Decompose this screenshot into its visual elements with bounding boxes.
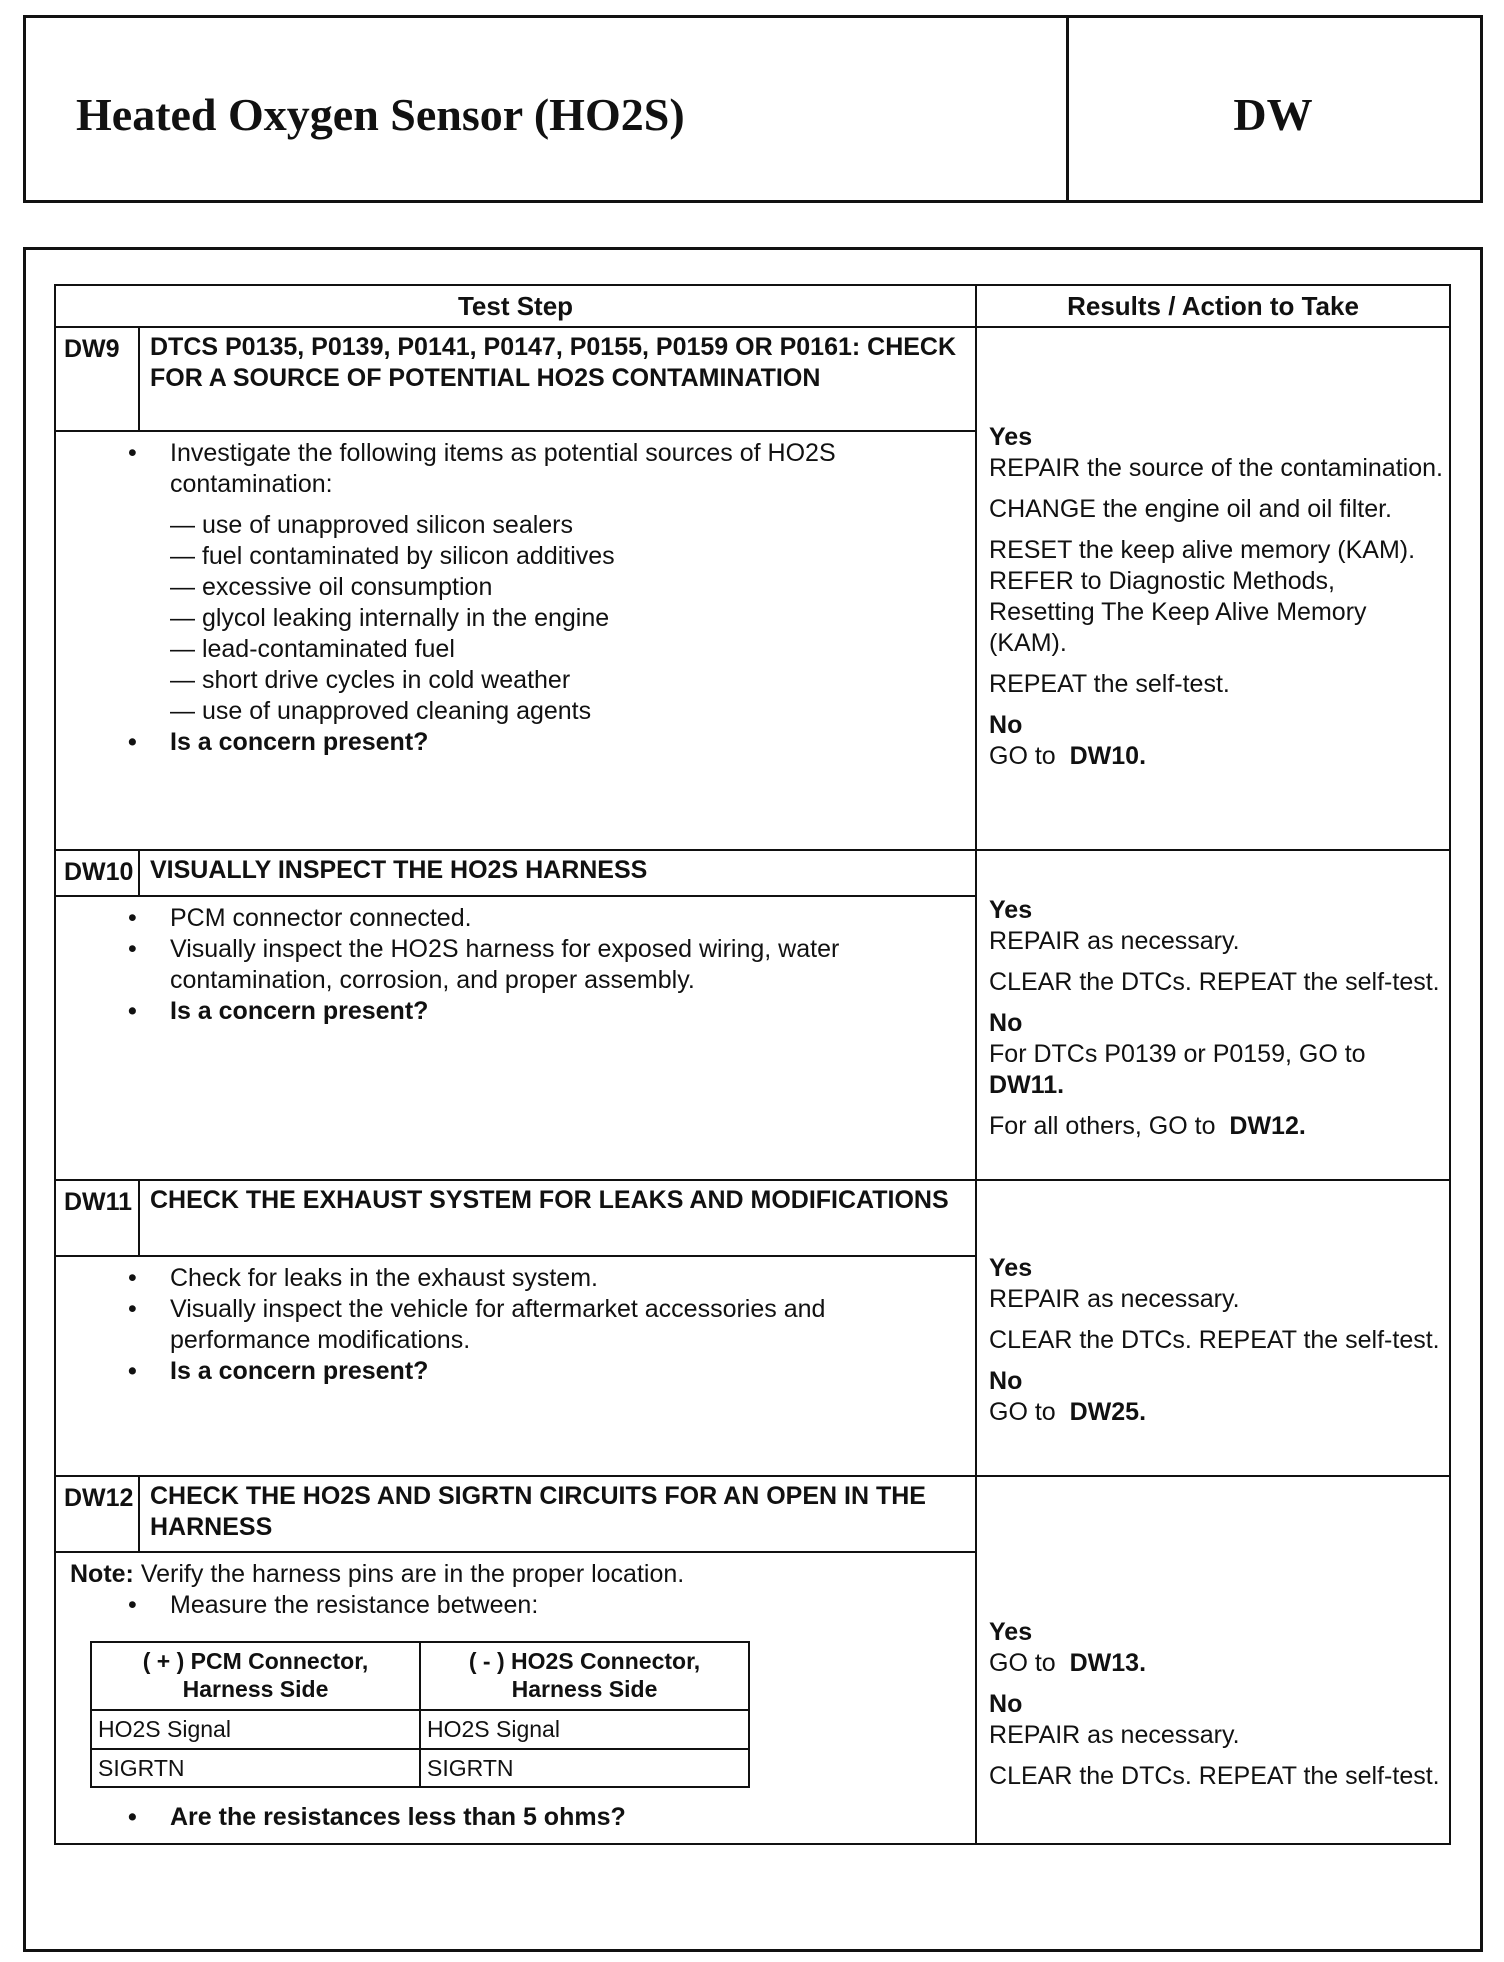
column-header: ( + ) PCM Connector, Harness Side xyxy=(91,1642,420,1710)
result-line xyxy=(989,1648,1443,1679)
go-to-text: GO to xyxy=(989,1398,1056,1426)
page-header xyxy=(23,15,1483,203)
bullet-item: • Visually inspect the vehicle for aftermarket accessories and performance modifications. xyxy=(126,1294,965,1356)
list-item: — fuel contaminated by silicon additives xyxy=(170,542,615,570)
table-cell: SIGRTN xyxy=(420,1749,749,1788)
result-line: CLEAR the DTCs. REPEAT the self-test. xyxy=(989,1762,1440,1790)
step-link: DW11. xyxy=(989,1071,1065,1099)
bullet-item: • PCM connector connected. xyxy=(126,903,965,934)
step-body xyxy=(55,431,976,850)
result-line: REPEAT the self-test. xyxy=(989,670,1230,698)
step-dw11-results xyxy=(976,1180,1450,1476)
result-line: REPAIR the source of the contamination. xyxy=(989,454,1443,482)
result-line: CHANGE the engine oil and oil filter. xyxy=(989,495,1393,523)
col-test-step: Test Step xyxy=(55,285,976,327)
note-text: Verify the harness pins are in the proper location. xyxy=(140,1560,685,1588)
result-line: CLEAR the DTCs. REPEAT the self-test. xyxy=(989,1326,1440,1354)
step-body xyxy=(55,1552,976,1844)
result-line: REPAIR as necessary. xyxy=(989,1285,1240,1313)
question: • Are the resistances less than 5 ohms? xyxy=(126,1802,965,1833)
table-header-row xyxy=(55,285,1450,327)
list-item: — lead-contaminated fuel xyxy=(170,635,455,663)
question: • Is a concern present? xyxy=(126,996,965,1027)
bullet-item: • Measure the resistance between: xyxy=(126,1590,965,1621)
table-cell: SIGRTN xyxy=(91,1749,420,1788)
bullet-item: • Check for leaks in the exhaust system. xyxy=(126,1263,965,1294)
bullet-item: • Investigate the following items as potential sources of HO2S contamination: xyxy=(126,438,965,500)
bullet-item: • Visually inspect the HO2S harness for exposed wiring, water contamination, corrosion, and proper assembly. xyxy=(126,934,965,996)
step-dw10-results xyxy=(976,850,1450,1180)
step-dw9-title-row xyxy=(55,327,1450,431)
list-item: — use of unapproved silicon sealers xyxy=(170,511,574,539)
yes-label: Yes xyxy=(989,1254,1033,1282)
step-body xyxy=(55,1256,976,1476)
list-item: — excessive oil consumption xyxy=(170,573,493,601)
step-id: DW10 xyxy=(55,850,139,896)
page-title: Heated Oxygen Sensor (HO2S) xyxy=(76,89,685,140)
result-line xyxy=(989,1397,1443,1428)
col-results: Results / Action to Take xyxy=(976,285,1450,327)
step-dw11-title-row xyxy=(55,1180,1450,1256)
no-label: No xyxy=(989,1367,1023,1395)
yes-label: Yes xyxy=(989,423,1033,451)
result-line: REPAIR as necessary. xyxy=(989,1721,1240,1749)
table-row xyxy=(91,1749,749,1788)
step-link: DW10. xyxy=(1069,742,1147,770)
table-row xyxy=(91,1710,749,1749)
result-line: RESET the keep alive memory (KAM). REFER to Diagnostic Methods, Resetting The Keep Alive Memory (KAM). xyxy=(989,536,1416,657)
go-to-text: For all others, GO to xyxy=(989,1112,1216,1140)
table-row xyxy=(91,1642,749,1710)
result-line xyxy=(989,1111,1443,1142)
list-item: — short drive cycles in cold weather xyxy=(170,666,571,694)
result-line: REPAIR as necessary. xyxy=(989,927,1240,955)
result-line xyxy=(989,741,1443,772)
step-link: DW12. xyxy=(1229,1112,1306,1140)
table-cell: HO2S Signal xyxy=(420,1710,749,1749)
step-title: CHECK THE EXHAUST SYSTEM FOR LEAKS AND MODIFICATIONS xyxy=(139,1180,976,1256)
step-link: DW25. xyxy=(1069,1398,1147,1426)
step-title: CHECK THE HO2S AND SIGRTN CIRCUITS FOR AN OPEN IN THE HARNESS xyxy=(139,1476,976,1552)
step-dw12-results xyxy=(976,1476,1450,1844)
step-link: DW13. xyxy=(1069,1649,1147,1677)
go-to-text: GO to xyxy=(989,1649,1056,1677)
no-label: No xyxy=(989,1009,1023,1037)
step-id: DW12 xyxy=(55,1476,139,1552)
column-header: ( - ) HO2S Connector, Harness Side xyxy=(420,1642,749,1710)
no-label: No xyxy=(989,1690,1023,1718)
note-label: Note: xyxy=(70,1560,134,1588)
result-line: CLEAR the DTCs. REPEAT the self-test. xyxy=(989,968,1440,996)
section-code: DW xyxy=(1233,89,1313,140)
measurement-table xyxy=(90,1641,750,1788)
step-dw9-results xyxy=(976,327,1450,850)
go-to-text: GO to xyxy=(989,742,1056,770)
step-title: DTCS P0135, P0139, P0141, P0147, P0155, P0159 OR P0161: CHECK FOR A SOURCE OF POTENTIAL HO2S CONTAMINATION xyxy=(139,327,976,431)
list-item: — glycol leaking internally in the engine xyxy=(170,604,610,632)
step-title: VISUALLY INSPECT THE HO2S HARNESS xyxy=(139,850,976,896)
step-id: DW11 xyxy=(55,1180,139,1256)
step-dw12-title-row xyxy=(55,1476,1450,1552)
step-dw10-title-row xyxy=(55,850,1450,896)
list-item: — use of unapproved cleaning agents xyxy=(170,697,592,725)
test-step-table xyxy=(54,284,1451,1845)
yes-label: Yes xyxy=(989,896,1033,924)
question: • Is a concern present? xyxy=(126,727,965,758)
question: • Is a concern present? xyxy=(126,1356,965,1387)
step-body xyxy=(55,896,976,1180)
table-cell: HO2S Signal xyxy=(91,1710,420,1749)
note xyxy=(70,1559,965,1590)
go-to-text: For DTCs P0139 or P0159, GO to xyxy=(989,1040,1366,1068)
result-line xyxy=(989,1039,1443,1101)
yes-label: Yes xyxy=(989,1618,1033,1646)
no-label: No xyxy=(989,711,1023,739)
step-id: DW9 xyxy=(55,327,139,431)
